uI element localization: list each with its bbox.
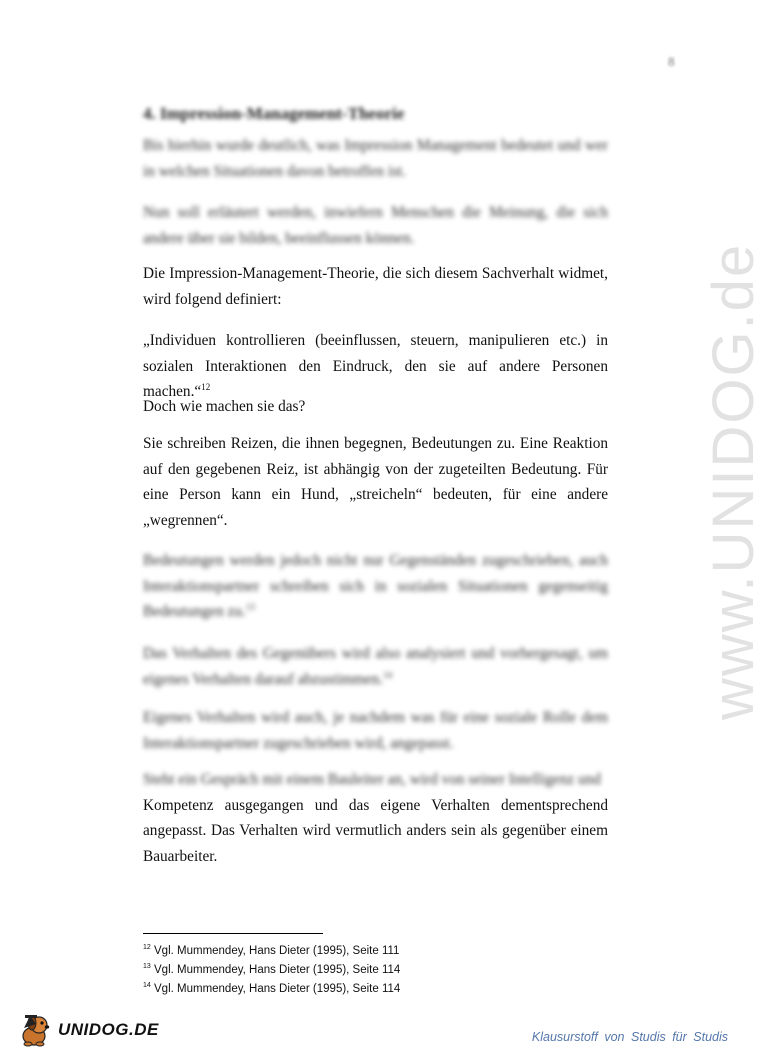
footnote <box>143 959 400 978</box>
dog-mascot-icon <box>20 1012 54 1048</box>
footnotes <box>143 940 400 996</box>
footnote-text: Vgl. Mummendey, Hans Dieter (1995), Seite 114 <box>154 982 401 995</box>
paragraph-2: Nun soll erläutert werden, inwiefern Menschen die Meinung, die sich andere über sie bilden, beeinflussen können. <box>143 204 608 247</box>
paragraph-3: Die Impression-Management-Theorie, die sich diesem Sachverhalt widmet, wird folgend definiert: <box>143 265 608 308</box>
logo-text: UNIDOG.DE <box>58 1020 159 1039</box>
paragraph-1: Bis hierhin wurde deutlich, was Impression Management bedeutet und wer in welchen Situationen davon betroffen ist. <box>143 137 608 180</box>
paragraph-7 <box>143 548 608 625</box>
section-heading: 4. Impression-Management-Theorie <box>143 104 405 123</box>
paragraph-8 <box>143 641 608 692</box>
footnote <box>143 978 400 997</box>
paragraph-10 <box>143 767 608 869</box>
footnote-number: 12 <box>143 944 151 951</box>
footer-tagline: Klausurstoff von Studis für Studis <box>531 1030 728 1044</box>
footnote-number: 13 <box>143 962 151 970</box>
footnote-text: Vgl. Mummendey, Hans Dieter (1995), Seite 111 <box>154 944 400 957</box>
watermark: www.UNIDOG.de <box>701 242 766 720</box>
paragraph-10-blurred-line: Steht ein Gespräch mit einem Bauleiter an, wird von seiner Intelligenz und <box>143 771 601 788</box>
footnote-ref: 12 <box>201 381 211 392</box>
footnote-text: Vgl. Mummendey, Hans Dieter (1995), Seite 114 <box>154 963 401 976</box>
footnote-ref: 13 <box>245 601 255 612</box>
paragraph-5: Doch wie machen sie das? <box>143 398 306 415</box>
paragraph-8-text: Das Verhalten des Gegenübers wird also analysiert und vorhergesagt, um eigenes Verhalten darauf abzustimmen. <box>143 645 608 688</box>
paragraph-10-text: Kompetenz ausgegangen und das eigene Verhalten dementsprechend angepasst. Das Verhalten wird vermutlich anders sein als gegenüber einem Bauarbeiter. <box>143 796 608 865</box>
footnote-ref: 14 <box>383 669 393 680</box>
paragraph-9: Eigenes Verhalten wird auch, je nachdem was für eine soziale Rolle dem Interaktionspartner zugeschrieben wird, angepasst. <box>143 709 608 752</box>
footnote-rule <box>143 933 323 934</box>
footnote <box>143 940 400 959</box>
quote-text: „Individuen kontrollieren (beeinflussen, steuern, manipulieren etc.) in sozialen Interaktionen den Eindruck, den sie auf andere Personen machen.“ <box>143 332 608 400</box>
unidog-logo[interactable] <box>20 1012 159 1048</box>
paragraph-6: Sie schreiben Reizen, die ihnen begegnen, Bedeutungen zu. Eine Reaktion auf den gegebenen Reiz, ist abhängig von der zugeteilten Bedeutung. Für eine Person kann ein Hund, „streicheln“ bedeuten, für eine andere „wegrennen“. <box>143 435 608 529</box>
footnote-number: 14 <box>143 981 151 989</box>
paragraph-7-text: Bedeutungen werden jedoch nicht nur Gegenständen zugeschrieben, auch Interaktionspartner schreiben sich in sozialen Situationen gegenseitig Bedeutungen zu. <box>143 552 608 620</box>
page-number: 8 <box>668 54 675 69</box>
